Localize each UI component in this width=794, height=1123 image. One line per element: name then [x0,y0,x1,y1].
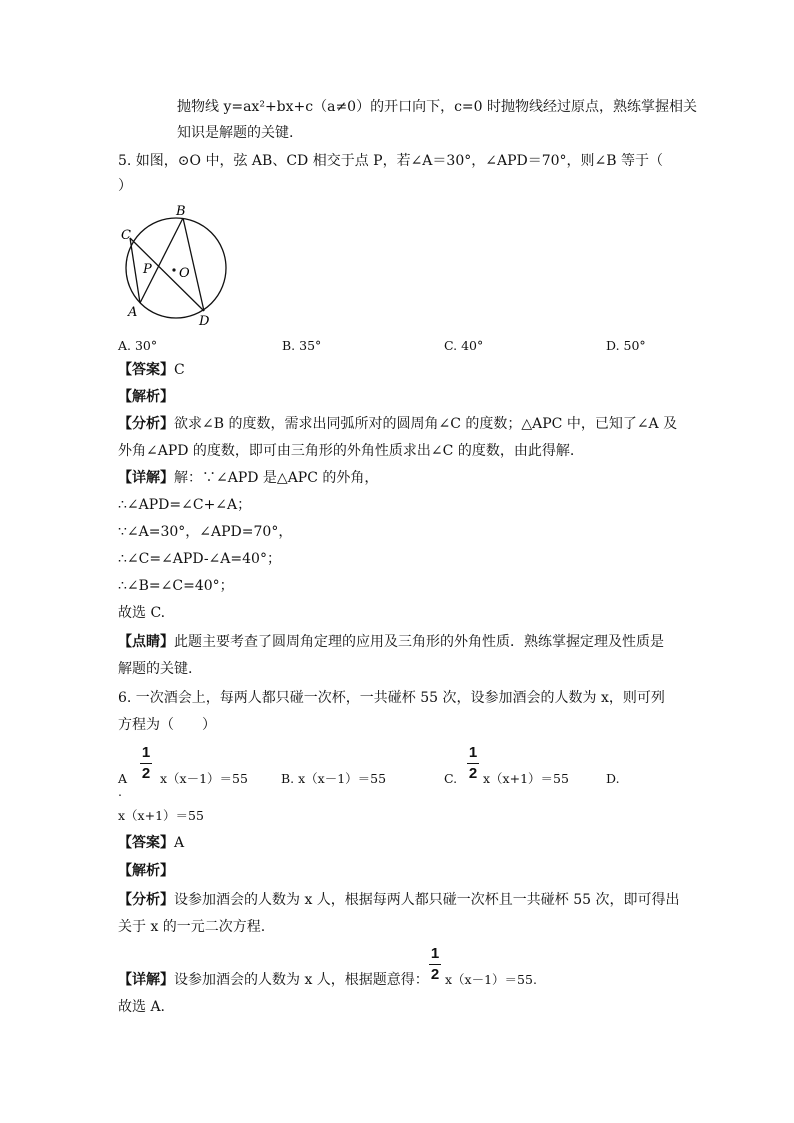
q5-fenxi-text-1: 欲求∠B 的度数，需求出同弧所对的圆周角∠C 的度数；△APC 中，已知了∠A 及 [174,416,678,432]
q5-answer: C [174,362,185,378]
q6-xiangjie-tag: 【详解】 [118,972,174,988]
q6-fenxi-line-2: 关于 x 的一元二次方程. [118,919,266,935]
q6-stem-line-2: 方程为（ ） [118,717,216,733]
q6-option-c-label: C. [444,771,458,786]
center-dot [172,268,175,271]
q5-fenxi-line-1 [118,414,677,434]
q5-step-4: ∴∠B=∠C=40°； [118,578,234,594]
q6-xiangjie-line [118,970,429,990]
q5-dianjing-line-2: 解题的关键. [118,661,193,677]
q6-xiangjie-expr: x（x－1）＝55. [445,972,537,987]
q6-option-a-dot: . [118,784,122,799]
q5-answer-tag: 【答案】 [118,362,174,378]
fraction-numerator: 1 [430,945,440,962]
segment-bd [183,218,204,311]
fraction-numerator: 1 [141,744,151,761]
q5-stem-line-1: 5. 如图，⊙O 中，弦 AB、CD 相交于点 P，若∠A＝30°，∠APD＝70°，则∠B 等于（ [118,153,663,169]
q6-option-b: B. x（x－1）＝55 [281,771,387,786]
q5-xiangjie-tag: 【详解】 [118,470,174,486]
q5-option-d: D. 50° [606,338,646,353]
q6-analysis-heading [118,861,174,881]
q5-dianjing-tag: 【点睛】 [118,634,174,650]
q5-step-1: ∴∠APD=∠C+∠A； [118,497,252,513]
q5-answer-line [118,360,185,380]
q5-fenxi-tag: 【分析】 [118,416,174,432]
fraction-bar [467,763,479,764]
q6-option-c-expr: x（x+1）＝55 [483,771,569,786]
q6-xiangjie-text: 设参加酒会的人数为 x 人，根据题意得： [174,972,429,988]
q6-option-d-label: D. [606,771,620,786]
q5-dianjing-line-1 [118,632,664,652]
q5-step-3: ∴∠C=∠APD-∠A=40°； [118,551,281,567]
continuation-line-2: 知识是解题的关键. [177,125,294,141]
q6-answer-tag: 【答案】 [118,835,174,851]
q6-option-a-expr: x（x－1）＝55 [160,771,248,786]
q6-option-a-fraction [139,744,153,783]
q6-answer: A [174,835,185,851]
label-o: O [179,266,190,281]
q6-option-a-label: A [118,771,128,786]
q5-analysis-tag: 【解析】 [118,389,174,405]
q6-fenxi-line-1 [118,890,680,910]
q5-xiangjie-text: 解：∵∠APD 是△APC 的外角， [174,470,379,486]
q6-conclusion: 故选 A. [118,999,166,1015]
chord-ab [140,218,183,303]
label-c: C [121,228,131,243]
fraction-denominator: 2 [468,765,478,782]
q6-option-d-expr: x（x+1）＝55 [118,808,204,823]
q6-option-c-fraction [466,744,480,783]
q5-conclusion: 故选 C. [118,605,166,621]
q5-dianjing-text-1: 此题主要考查了圆周角定理的应用及三角形的外角性质．熟练掌握定理及性质是 [174,634,664,650]
label-p: P [143,262,152,277]
q6-fenxi-tag: 【分析】 [118,892,174,908]
q5-option-c: C. 40° [444,338,484,353]
continuation-line-1: 抛物线 y=ax²+bx+c（a≠0）的开口向下，c=0 时抛物线经过原点，熟练掌握相关 [177,99,698,115]
q5-analysis-heading [118,387,174,407]
q5-option-b: B. 35° [282,338,322,353]
q5-fenxi-line-2: 外角∠APD 的度数，即可由三角形的外角性质求出∠C 的度数，由此得解. [118,443,575,459]
q6-answer-line [118,833,184,853]
fraction-numerator: 1 [468,744,478,761]
fraction-bar [429,964,441,965]
q6-analysis-tag: 【解析】 [118,863,174,879]
fraction-denominator: 2 [430,966,440,983]
fraction-denominator: 2 [141,765,151,782]
label-a: A [128,305,138,320]
fraction-bar [140,763,152,764]
label-b: B [176,204,186,219]
label-d: D [199,314,210,329]
q5-option-a: A. 30° [118,338,158,353]
q5-step-2: ∵∠A=30°，∠APD=70°， [118,524,293,540]
q5-stem-line-2: ） [118,178,132,194]
q6-stem-line-1: 6. 一次酒会上，每两人都只碰一次杯，一共碰杯 55 次，设参加酒会的人数为 x，则可列 [118,690,665,706]
q6-xiangjie-fraction [428,945,442,984]
q5-circle-figure [112,198,242,333]
q5-xiangjie-line [118,468,378,488]
segment-ac [130,238,140,303]
q6-fenxi-text-1: 设参加酒会的人数为 x 人，根据每两人都只碰一次杯且一共碰杯 55 次，即可得出 [174,892,680,908]
